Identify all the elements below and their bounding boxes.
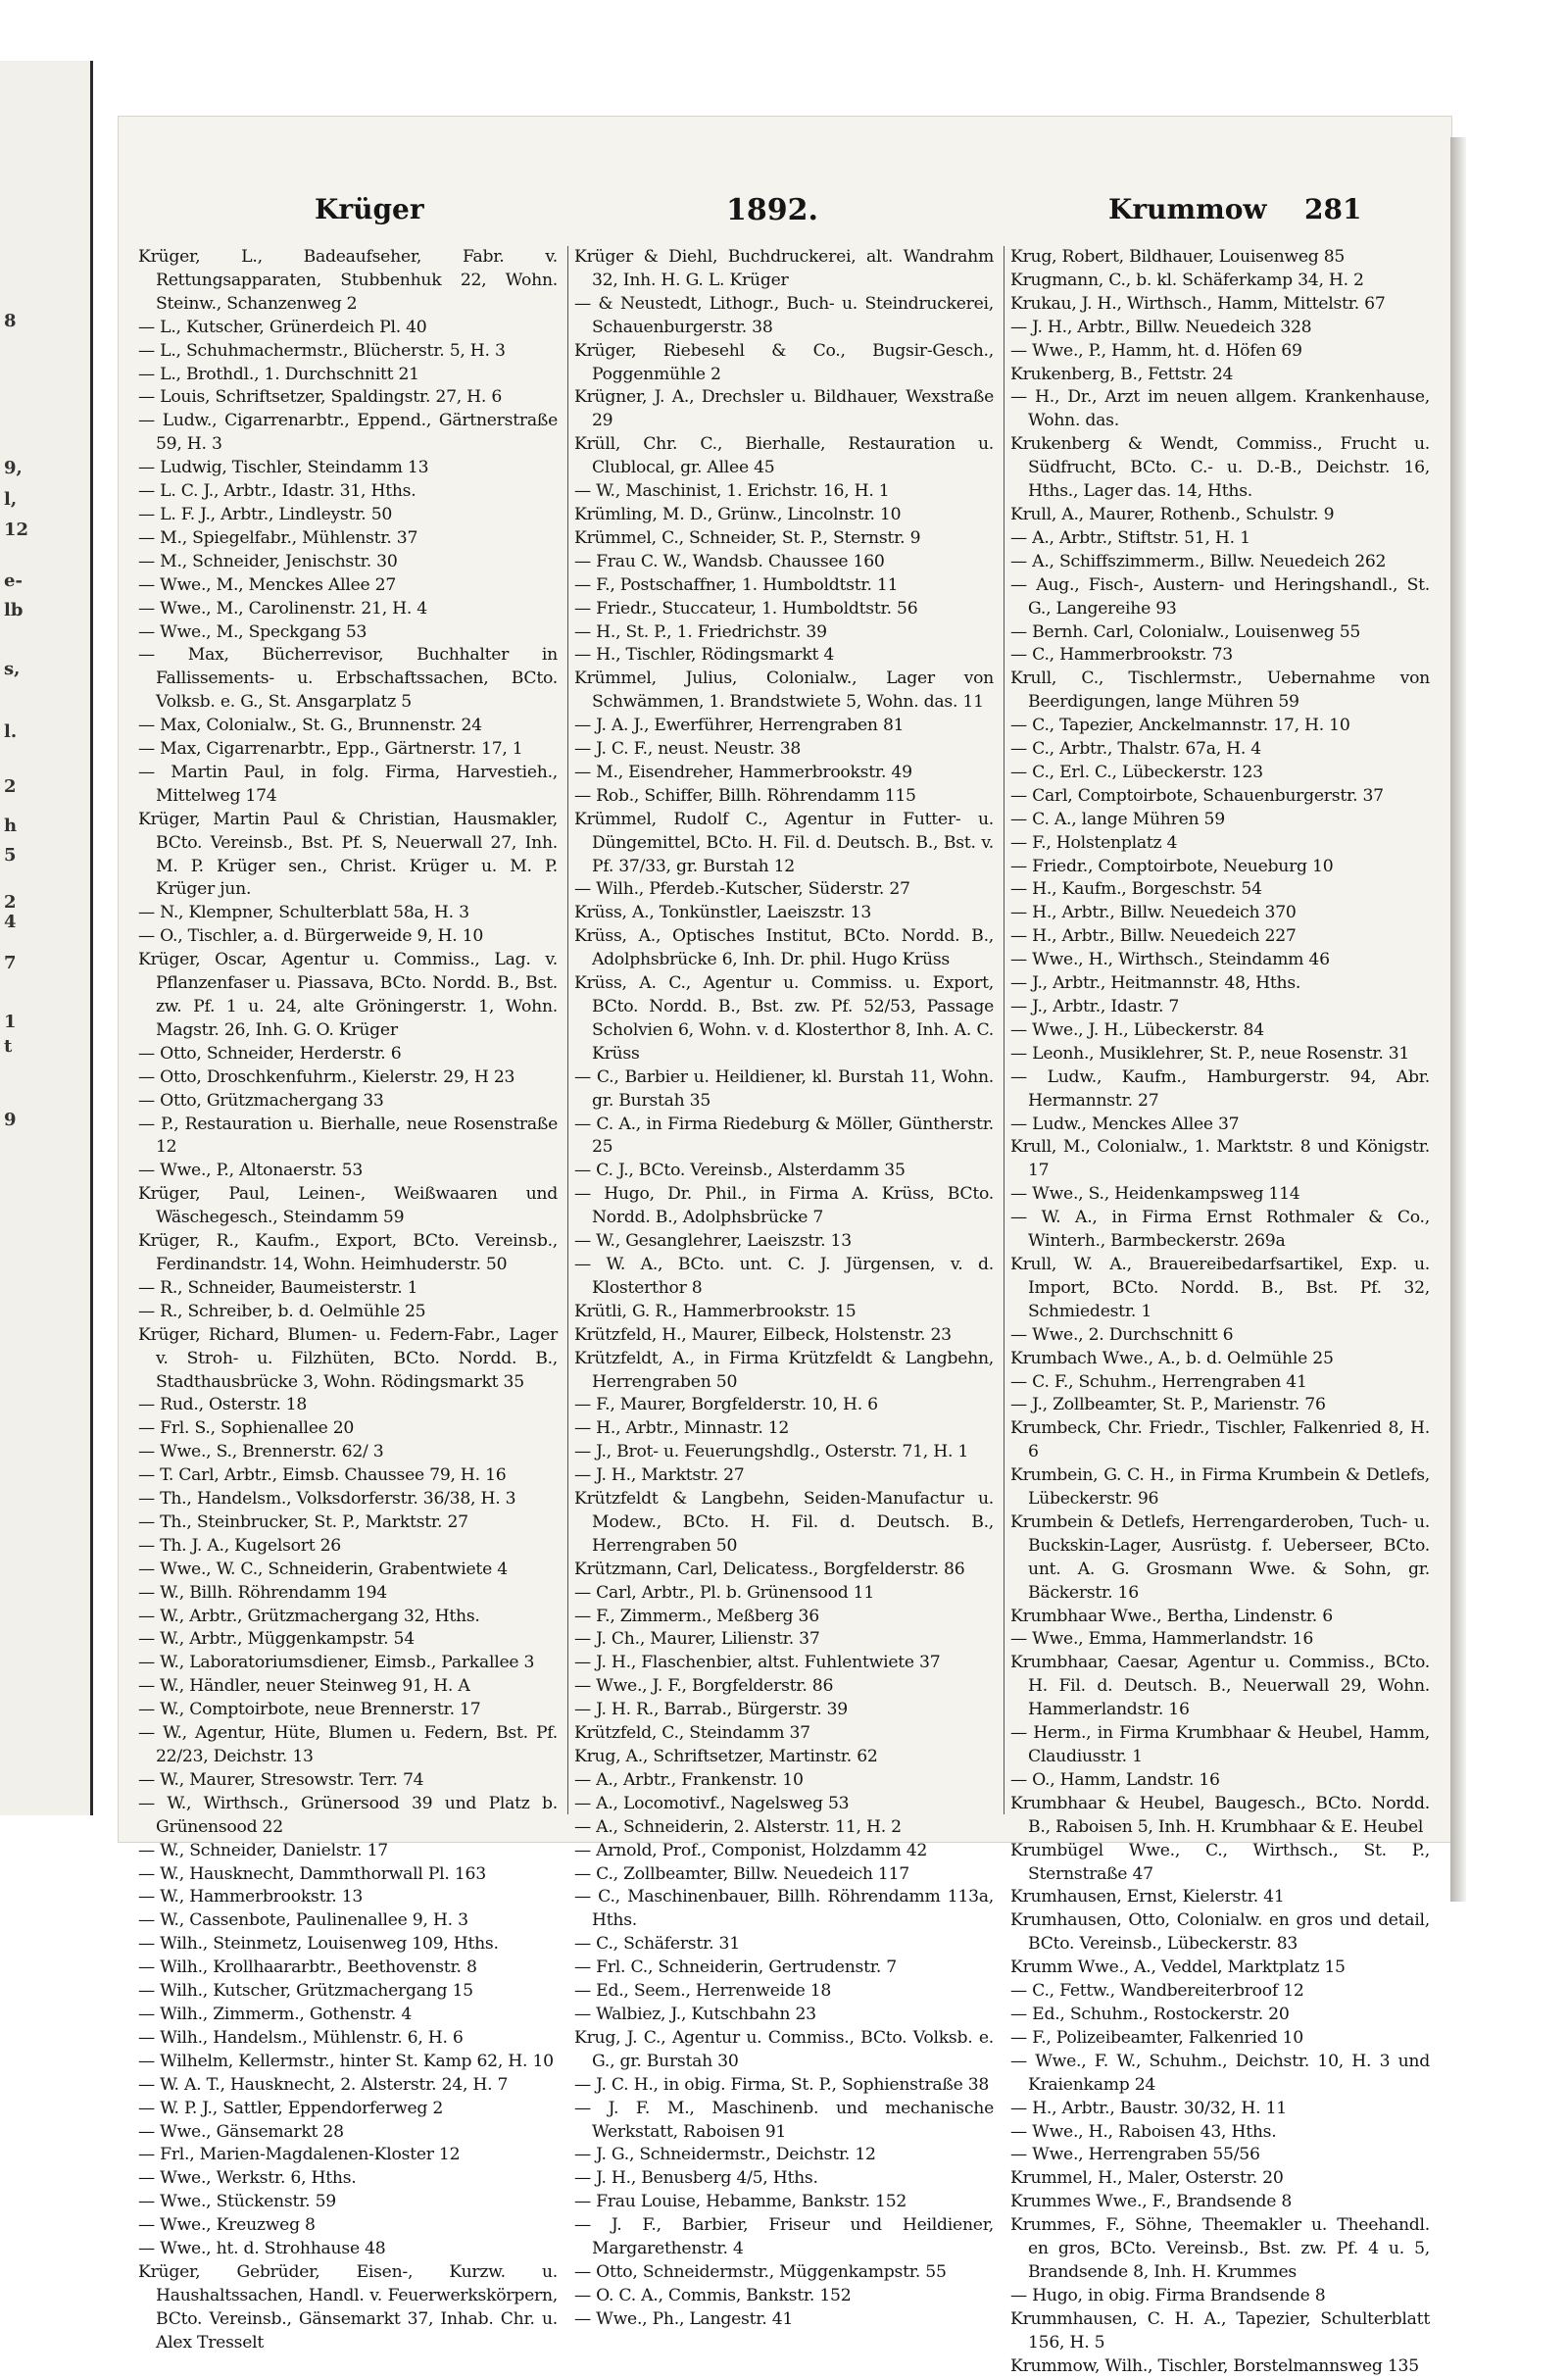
- margin-mark: lb: [4, 600, 24, 620]
- directory-entry: Krumhausen, Otto, Colonialw. en gros und detail, BCto. Vereinsb., Lübeckerstr. 83: [1010, 1910, 1430, 1955]
- directory-entry: Krüger, Richard, Blumen- u. Federn-Fabr., Lager v. Stroh- u. Filzhüten, BCto. Nordd. B., Stadthausbrücke 3, Wohn. Rödingsmarkt 35: [138, 1324, 558, 1392]
- margin-mark: 9: [4, 1110, 17, 1130]
- directory-entry: — O., Hamm, Landstr. 16: [1010, 1769, 1220, 1790]
- directory-entry: — J. H., Flaschenbier, altst. Fuhlentwiete 37: [574, 1653, 941, 1673]
- directory-entry: Krüss, A., Tonkünstler, Laeiszstr. 13: [574, 903, 872, 923]
- directory-entry: — C. A., lange Mühren 59: [1010, 809, 1225, 829]
- directory-entry: — O. C. A., Commis, Bankstr. 152: [574, 2285, 852, 2305]
- directory-entry: — O., Tischler, a. d. Bürgerweide 9, H. 10: [138, 926, 484, 947]
- directory-entry: — Wilh., Zimmerm., Gothenstr. 4: [138, 2004, 413, 2024]
- margin-mark: e-: [4, 570, 23, 591]
- directory-entry: Krützfeldt, A., in Firma Krützfeldt & Langbehn, Herrengraben 50: [574, 1348, 994, 1392]
- header-left-keyword: Krüger: [315, 193, 424, 225]
- directory-entry: Krull, W. A., Brauereibedarfsartikel, Exp. u. Import, BCto. Nordd. B., Bst. Pf. 32, Schmiedestr. 1: [1010, 1254, 1430, 1321]
- margin-mark: 4: [4, 912, 17, 932]
- directory-entry: — W., Hausknecht, Dammthorwall Pl. 163: [138, 1863, 486, 1884]
- directory-entry: — Ludw., Menckes Allee 37: [1010, 1114, 1240, 1134]
- directory-entry: Krümmel, C., Schneider, St. P., Sternstr. 9: [574, 527, 921, 548]
- directory-entry: — Walbiez, J., Kutschbahn 23: [574, 2004, 816, 2024]
- directory-entry: — Wilh., Krollhaararbtr., Beethovenstr. 8: [138, 1957, 477, 1978]
- directory-entry: Krummel, H., Maler, Osterstr. 20: [1010, 2168, 1284, 2189]
- directory-entry: Krüger, Gebrüder, Eisen-, Kurzw. u. Haushaltssachen, Handl. v. Feuerwerkskörpern, BCto. Vereinsb., Gänsemarkt 37, Inhab. Chr. u. Alex Tresselt: [138, 2261, 558, 2353]
- directory-entry: — W. A. T., Hausknecht, 2. Alsterstr. 24, H. 7: [138, 2074, 509, 2095]
- directory-entry: — Ludw., Cigarrenarbtr., Eppend., Gärtnerstraße 59, H. 3: [138, 411, 558, 455]
- directory-entry: — Wwe., J. H., Lübeckerstr. 84: [1010, 1019, 1264, 1040]
- directory-entry: — J. C. F., neust. Neustr. 38: [574, 739, 802, 760]
- directory-entry: — C., Tapezier, Anckelmannstr. 17, H. 10: [1010, 716, 1350, 736]
- directory-entry: — C. J., BCto. Vereinsb., Alsterdamm 35: [574, 1161, 906, 1181]
- directory-entry: — C. A., in Firma Riedeburg & Möller, Güntherstr. 25: [574, 1114, 994, 1158]
- directory-entry: — C., Arbtr., Thalstr. 67a, H. 4: [1010, 739, 1261, 760]
- directory-column-3: [1010, 246, 1430, 2376]
- directory-entry: — W., Billh. Röhrendamm 194: [138, 1582, 387, 1603]
- directory-entry: — L., Schuhmachermstr., Blücherstr. 5, H. 3: [138, 340, 506, 361]
- directory-entry: — Arnold, Prof., Componist, Holzdamm 42: [574, 1840, 928, 1860]
- directory-entry: — L., Brothdl., 1. Durchschnitt 21: [138, 364, 419, 384]
- directory-entry: — Max, Cigarrenarbtr., Epp., Gärtnerstr. 17, 1: [138, 739, 523, 760]
- directory-entry: — C., Maschinenbauer, Billh. Röhrendamm 113a, Hths.: [574, 1887, 994, 1931]
- directory-entry: Krummhausen, C. H. A., Tapezier, Schulterblatt 156, H. 5: [1010, 2308, 1430, 2353]
- directory-entry: — C., Fettw., Wandbereiterbroof 12: [1010, 1981, 1304, 2002]
- directory-entry: — C., Erl. C., Lübeckerstr. 123: [1010, 762, 1263, 782]
- directory-entry: Krull, C., Tischlermstr., Uebernahme von Beerdigungen, lange Mühren 59: [1010, 669, 1430, 713]
- directory-entry: — Rob., Schiffer, Billh. Röhrendamm 115: [574, 785, 916, 806]
- margin-marks: [0, 61, 90, 1815]
- directory-entry: — Herm., in Firma Krumbhaar & Heubel, Hamm, Claudiusstr. 1: [1010, 1723, 1430, 1766]
- directory-entry: — Wwe., J. F., Borgfelderstr. 86: [574, 1676, 834, 1697]
- margin-mark: 7: [4, 953, 17, 973]
- directory-entry: — Wwe., W. C., Schneiderin, Grabentwiete 4: [138, 1559, 508, 1579]
- directory-entry: — J. C. H., in obig. Firma, St. P., Sophienstraße 38: [574, 2074, 990, 2095]
- directory-entry: — Wwe., Kreuzweg 8: [138, 2215, 316, 2236]
- directory-entry: — C., Hammerbrookstr. 73: [1010, 645, 1233, 666]
- directory-entry: — Wwe., Stückenstr. 59: [138, 2192, 336, 2212]
- directory-entry: Krumbeck, Chr. Friedr., Tischler, Falkenried 8, H. 6: [1010, 1418, 1430, 1462]
- directory-entry: — W. P. J., Sattler, Eppendorferweg 2: [138, 2098, 444, 2118]
- directory-entry: — Rud., Osterstr. 18: [138, 1395, 308, 1415]
- directory-entry: — Th. J. A., Kugelsort 26: [138, 1535, 341, 1556]
- directory-entry: — J. Ch., Maurer, Lilienstr. 37: [574, 1629, 820, 1650]
- directory-entry: — A., Arbtr., Frankenstr. 10: [574, 1769, 804, 1790]
- directory-entry: — J., Arbtr., Idastr. 7: [1010, 997, 1180, 1016]
- directory-entry: — Ludw., Kaufm., Hamburgerstr. 94, Abr. Hermannstr. 27: [1010, 1066, 1430, 1111]
- directory-entry: — Hugo, in obig. Firma Brandsende 8: [1010, 2285, 1326, 2305]
- directory-entry: — J. H., Marktstr. 27: [574, 1465, 745, 1486]
- page-number: 281: [1304, 193, 1362, 225]
- directory-entry: — Carl, Arbtr., Pl. b. Grünensood 11: [574, 1582, 875, 1603]
- header-year: 1892.: [726, 193, 818, 227]
- directory-entry: Krumbach Wwe., A., b. d. Oelmühle 25: [1010, 1348, 1334, 1368]
- directory-entry: — J. F. M., Maschinenb. und mechanische Werkstatt, Raboisen 91: [574, 2098, 994, 2142]
- directory-entry: — W., Cassenbote, Paulinenallee 9, H. 3: [138, 1910, 468, 1931]
- directory-entry: — Otto, Droschkenfuhrm., Kielerstr. 29, H 23: [138, 1066, 515, 1087]
- directory-entry: Krümling, M. D., Grünw., Lincolnstr. 10: [574, 504, 902, 524]
- margin-mark: 5: [4, 845, 17, 866]
- directory-entry: — Wilhelm, Kellermstr., hinter St. Kamp 62, H. 10: [138, 2051, 554, 2071]
- directory-entry: — Frl., Marien-Magdalenen-Kloster 12: [138, 2145, 461, 2165]
- directory-entry: — Max, Bücherrevisor, Buchhalter in Fallissements- u. Erbschaftssachen, BCto. Volksb. e. G., St. Ansgarplatz 5: [138, 645, 558, 713]
- directory-entry: — Ed., Seem., Herrenweide 18: [574, 1981, 832, 2002]
- directory-entry: Krützfeldt & Langbehn, Seiden-Manufactur u. Modew., BCto. H. Fil. d. Deutsch. B., Herrengraben 50: [574, 1489, 994, 1556]
- directory-entry: — J., Zollbeamter, St. P., Marienstr. 76: [1010, 1395, 1326, 1415]
- directory-entry: — W., Arbtr., Müggenkampstr. 54: [138, 1629, 415, 1650]
- directory-entry: — W., Comptoirbote, neue Brennerstr. 17: [138, 1700, 481, 1720]
- directory-entry: — Th., Steinbrucker, St. P., Marktstr. 27: [138, 1511, 468, 1532]
- directory-entry: — Wwe., 2. Durchschnitt 6: [1010, 1324, 1234, 1345]
- directory-entry: Krull, M., Colonialw., 1. Marktstr. 8 und Königstr. 17: [1010, 1137, 1430, 1181]
- directory-entry: Krützfeld, C., Steindamm 37: [574, 1723, 810, 1744]
- directory-entry: — Max, Colonialw., St. G., Brunnenstr. 24: [138, 716, 482, 736]
- directory-entry: — C., Zollbeamter, Billw. Neuedeich 117: [574, 1863, 909, 1884]
- margin-mark: 8: [4, 311, 17, 331]
- directory-entry: — Frau Louise, Hebamme, Bankstr. 152: [574, 2192, 907, 2212]
- directory-page: [118, 116, 1452, 2376]
- directory-entry: — Martin Paul, in folg. Firma, Harvestieh., Mittelweg 174: [138, 762, 558, 806]
- directory-entry: — H., Tischler, Rödingsmarkt 4: [574, 645, 835, 666]
- directory-entry: — Wwe., F. W., Schuhm., Deichstr. 10, H. 3 und Kraienkamp 24: [1010, 2051, 1430, 2095]
- directory-entry: — Frl. S., Sophienallee 20: [138, 1418, 355, 1439]
- margin-mark: 2: [4, 776, 17, 797]
- directory-column-2: [574, 246, 994, 2329]
- directory-entry: — W., Wirthsch., Grünersood 39 und Platz b. Grünensood 22: [138, 1793, 558, 1837]
- directory-entry: Krumbügel Wwe., C., Wirthsch., St. P., Sternstraße 47: [1010, 1840, 1430, 1884]
- previous-page-edge: [0, 61, 93, 1815]
- directory-entry: — Th., Handelsm., Volksdorferstr. 36/38, H. 3: [138, 1489, 516, 1510]
- directory-entry: — Wwe., S., Heidenkampsweg 114: [1010, 1184, 1300, 1205]
- directory-entry: — Wwe., Emma, Hammerlandstr. 16: [1010, 1629, 1314, 1650]
- directory-entry: — H., St. P., 1. Friedrichstr. 39: [574, 621, 827, 642]
- page-header: [119, 193, 1451, 236]
- directory-entry: — Ludwig, Tischler, Steindamm 13: [138, 458, 429, 478]
- directory-entry: — Bernh. Carl, Colonialw., Louisenweg 55: [1010, 621, 1361, 642]
- directory-entry: — & Neustedt, Lithogr., Buch- u. Steindruckerei, Schauenburgerstr. 38: [574, 293, 994, 337]
- directory-entry: — M., Schneider, Jenischstr. 30: [138, 551, 398, 571]
- directory-entry: — L., Kutscher, Grünerdeich Pl. 40: [138, 317, 427, 337]
- directory-entry: — Wwe., Herrengraben 55/56: [1010, 2145, 1260, 2165]
- directory-entry: — J. G., Schneidermstr., Deichstr. 12: [574, 2145, 876, 2165]
- directory-entry: — Carl, Comptoirbote, Schauenburgerstr. 37: [1010, 785, 1384, 806]
- directory-entry: — A., Schiffszimmerm., Billw. Neuedeich 262: [1010, 551, 1387, 571]
- directory-entry: — Wilh., Handelsm., Mühlenstr. 6, H. 6: [138, 2027, 464, 2048]
- directory-entry: Krüss, A., Optisches Institut, BCto. Nordd. B., Adolphsbrücke 6, Inh. Dr. phil. Hugo Krüss: [574, 926, 994, 970]
- directory-entry: — W., Hammerbrookstr. 13: [138, 1887, 364, 1907]
- directory-entry: Krumm Wwe., A., Veddel, Marktplatz 15: [1010, 1957, 1346, 1978]
- margin-mark: 1: [4, 1012, 17, 1032]
- directory-entry: Krüger, L., Badeaufseher, Fabr. v. Rettungsapparaten, Stubbenhuk 22, Wohn. Steinw., Schanzenweg 2: [138, 247, 558, 314]
- directory-entry: — Wwe., S., Brennerstr. 62/ 3: [138, 1442, 384, 1462]
- directory-column-1: [138, 246, 558, 2353]
- directory-entry: — W., Agentur, Hüte, Blumen u. Federn, Bst. Pf. 22/23, Deichstr. 13: [138, 1723, 558, 1766]
- directory-entry: Krüger, Martin Paul & Christian, Hausmakler, BCto. Vereinsb., Bst. Pf. S, Neuerwall 27, Inh. M. P. Krüger sen., Christ. Krüger u. M. P. Krüger jun.: [138, 809, 558, 900]
- directory-entry: — F., Polizeibeamter, Falkenried 10: [1010, 2027, 1303, 2048]
- directory-entry: — Leonh., Musiklehrer, St. P., neue Rosenstr. 31: [1010, 1043, 1410, 1064]
- directory-entry: — W., Gesanglehrer, Laeiszstr. 13: [574, 1231, 852, 1252]
- directory-entry: — Wwe., P., Altonaerstr. 53: [138, 1161, 364, 1181]
- directory-entry: — Aug., Fisch-, Austern- und Heringshandl., St. G., Langereihe 93: [1010, 574, 1430, 619]
- directory-entry: Krützfeld, H., Maurer, Eilbeck, Holstenstr. 23: [574, 1324, 952, 1345]
- directory-entry: — Wwe., Ph., Langestr. 41: [574, 2308, 794, 2329]
- directory-entry: — Hugo, Dr. Phil., in Firma A. Krüss, BCto. Nordd. B., Adolphsbrücke 7: [574, 1184, 994, 1228]
- page-shadow: [1450, 137, 1466, 1902]
- directory-entry: — A., Arbtr., Stiftstr. 51, H. 1: [1010, 527, 1250, 548]
- directory-entry: — W. A., in Firma Ernst Rothmaler & Co., Winterh., Barmbeckerstr. 269a: [1010, 1208, 1430, 1252]
- directory-entry: — N., Klempner, Schulterblatt 58a, H. 3: [138, 903, 469, 923]
- directory-entry: Krümmel, Rudolf C., Agentur in Futter- u. Düngemittel, BCto. H. Fil. d. Deutsch. B., Bst. v. Pf. 37/33, gr. Burstah 12: [574, 809, 994, 876]
- directory-entry: — C. F., Schuhm., Herrengraben 41: [1010, 1371, 1307, 1392]
- directory-entry: — Wwe., Werkstr. 6, Hths.: [138, 2168, 357, 2189]
- directory-entry: — M., Spiegelfabr., Mühlenstr. 37: [138, 527, 418, 548]
- directory-entry: — Louis, Schriftsetzer, Spaldingstr. 27, H. 6: [138, 387, 503, 408]
- directory-entry: — Otto, Schneidermstr., Müggenkampstr. 55: [574, 2261, 947, 2282]
- directory-entry: Krumhausen, Ernst, Kielerstr. 41: [1010, 1887, 1285, 1907]
- directory-entry: Krull, A., Maurer, Rothenb., Schulstr. 9: [1010, 504, 1335, 524]
- directory-columns: [138, 246, 1442, 2376]
- directory-entry: Krumbhaar Wwe., Bertha, Lindenstr. 6: [1010, 1606, 1333, 1626]
- directory-entry: Krümmel, Julius, Colonialw., Lager von Schwämmen, 1. Brandstwiete 5, Wohn. das. 11: [574, 669, 994, 713]
- directory-entry: Krumbein & Detlefs, Herrengarderoben, Tuch- u. Buckskin-Lager, Ausrüstg. f. Ueberseer, BCto. unt. A. G. Grosmann Wwe. & Sohn, gr. Bäckerstr. 16: [1010, 1511, 1430, 1603]
- directory-entry: Krüger, R., Kaufm., Export, BCto. Vereinsb., Ferdinandstr. 14, Wohn. Heimhuderstr. 50: [138, 1231, 558, 1274]
- directory-entry: Krumbein, G. C. H., in Firma Krumbein & Detlefs, Lübeckerstr. 96: [1010, 1465, 1430, 1510]
- directory-entry: Krügner, J. A., Drechsler u. Bildhauer, Wexstraße 29: [574, 387, 994, 431]
- directory-entry: — W., Laboratoriumsdiener, Eimsb., Parkallee 3: [138, 1653, 535, 1673]
- directory-entry: Krukau, J. H., Wirthsch., Hamm, Mittelstr. 67: [1010, 293, 1386, 314]
- directory-entry: — J. A. J., Ewerführer, Herrengraben 81: [574, 716, 905, 736]
- directory-entry: Krumbhaar & Heubel, Baugesch., BCto. Nordd. B., Raboisen 5, Inh. H. Krumbhaar & E. Heubel: [1010, 1793, 1430, 1837]
- directory-entry: Krug, A., Schriftsetzer, Martinstr. 62: [574, 1747, 878, 1766]
- directory-entry: — Wilh., Steinmetz, Louisenweg 109, Hths.: [138, 1934, 499, 1955]
- directory-entry: — J., Brot- u. Feuerungshdlg., Osterstr. 71, H. 1: [574, 1442, 969, 1462]
- directory-entry: Krug, Robert, Bildhauer, Louisenweg 85: [1010, 247, 1346, 267]
- directory-entry: Krüger, Oscar, Agentur u. Commiss., Lag. v. Pflanzenfaser u. Piassava, BCto. Nordd. B., Bst. zw. Pf. 1 u. 24, alte Gröningerstr. 1, Wohn. Magstr. 26, Inh. G. O. Krüger: [138, 950, 558, 1040]
- directory-entry: Krütli, G. R., Hammerbrookstr. 15: [574, 1301, 857, 1321]
- directory-entry: — F., Zimmerm., Meßberg 36: [574, 1606, 819, 1626]
- directory-entry: — H., Arbtr., Billw. Neuedeich 370: [1010, 903, 1297, 923]
- directory-entry: Krukenberg & Wendt, Commiss., Frucht u. Südfrucht, BCto. C.- u. D.-B., Deichstr. 16, Hths., Lager das. 14, Hths.: [1010, 434, 1430, 502]
- directory-entry: — W., Arbtr., Grützmachergang 32, Hths.: [138, 1606, 480, 1626]
- directory-entry: — F., Postschaffner, 1. Humboldtstr. 11: [574, 574, 899, 595]
- directory-entry: — R., Schneider, Baumeisterstr. 1: [138, 1277, 418, 1298]
- directory-entry: — C., Schäferstr. 31: [574, 1934, 740, 1955]
- margin-mark: h: [4, 816, 18, 836]
- directory-entry: — R., Schreiber, b. d. Oelmühle 25: [138, 1301, 426, 1321]
- directory-entry: — H., Arbtr., Baustr. 30/32, H. 11: [1010, 2098, 1287, 2118]
- directory-entry: — F., Maurer, Borgfelderstr. 10, H. 6: [574, 1395, 878, 1415]
- directory-entry: — W., Maurer, Stresowstr. Terr. 74: [138, 1769, 424, 1790]
- directory-entry: — J. H., Arbtr., Billw. Neuedeich 328: [1010, 317, 1312, 337]
- directory-entry: Krüger & Diehl, Buchdruckerei, alt. Wandrahm 32, Inh. H. G. L. Krüger: [574, 247, 994, 290]
- directory-entry: — C., Barbier u. Heildiener, kl. Burstah 11, Wohn. gr. Burstah 35: [574, 1066, 994, 1111]
- directory-entry: Krug, J. C., Agentur u. Commiss., BCto. Volksb. e. G., gr. Burstah 30: [574, 2027, 994, 2071]
- directory-entry: — L. C. J., Arbtr., Idastr. 31, Hths.: [138, 481, 416, 502]
- directory-entry: — Otto, Schneider, Herderstr. 6: [138, 1043, 402, 1064]
- directory-entry: — Wwe., H., Wirthsch., Steindamm 46: [1010, 950, 1330, 970]
- directory-entry: Krumbhaar, Caesar, Agentur u. Commiss., BCto. H. Fil. d. Deutsch. B., Neuerwall 29, Wohn. Hammerlandstr. 16: [1010, 1653, 1430, 1720]
- directory-entry: — A., Locomotivf., Nagelsweg 53: [574, 1793, 850, 1813]
- directory-entry: — Wwe., M., Speckgang 53: [138, 621, 368, 642]
- directory-entry: — Ed., Schuhm., Rostockerstr. 20: [1010, 2004, 1290, 2024]
- directory-entry: — J. F., Barbier, Friseur und Heildiener, Margarethenstr. 4: [574, 2215, 994, 2259]
- directory-entry: — A., Schneiderin, 2. Alsterstr. 11, H. 2: [574, 1816, 902, 1837]
- column-divider: [567, 246, 568, 1814]
- directory-entry: — F., Holstenplatz 4: [1010, 832, 1178, 853]
- directory-entry: — H., Kaufm., Borgeschstr. 54: [1010, 879, 1262, 900]
- directory-entry: — Friedr., Comptoirbote, Neueburg 10: [1010, 856, 1334, 876]
- header-right-keyword: Krummow: [1108, 193, 1267, 225]
- directory-entry: — M., Eisendreher, Hammerbrookstr. 49: [574, 762, 912, 782]
- directory-entry: Krummes, F., Söhne, Theemakler u. Theehandl. en gros, BCto. Vereinsb., Bst. zw. Pf. 4 u. 5, Brandsende 8, Inh. H. Krummes: [1010, 2215, 1430, 2282]
- margin-mark: s,: [4, 659, 21, 679]
- directory-entry: Krukenberg, B., Fettstr. 24: [1010, 364, 1234, 384]
- directory-entry: — Wilh., Pferdeb.-Kutscher, Süderstr. 27: [574, 879, 910, 900]
- margin-mark: l,: [4, 489, 18, 510]
- directory-entry: — J. H. R., Barrab., Bürgerstr. 39: [574, 1700, 848, 1720]
- margin-mark: l.: [4, 721, 18, 742]
- directory-entry: — T. Carl, Arbtr., Eimsb. Chaussee 79, H. 16: [138, 1465, 507, 1486]
- directory-entry: Krüger, Paul, Leinen-, Weißwaaren und Wäschegesch., Steindamm 59: [138, 1184, 558, 1228]
- directory-entry: — Frl. C., Schneiderin, Gertrudenstr. 7: [574, 1957, 897, 1978]
- directory-entry: — H., Arbtr., Billw. Neuedeich 227: [1010, 926, 1297, 947]
- directory-entry: — Wwe., H., Raboisen 43, Hths.: [1010, 2121, 1277, 2142]
- margin-mark: 9,: [4, 458, 23, 478]
- directory-entry: — W. A., BCto. unt. C. J. Jürgensen, v. d. Klosterthor 8: [574, 1254, 994, 1298]
- directory-entry: — Wwe., P., Hamm, ht. d. Höfen 69: [1010, 340, 1302, 361]
- directory-entry: — J. H., Benusberg 4/5, Hths.: [574, 2168, 818, 2189]
- directory-entry: — Otto, Grützmachergang 33: [138, 1090, 384, 1111]
- directory-entry: — Wwe., M., Menckes Allee 27: [138, 574, 396, 595]
- directory-entry: — Friedr., Stuccateur, 1. Humboldtstr. 56: [574, 598, 918, 619]
- directory-entry: — Wwe., M., Carolinenstr. 21, H. 4: [138, 598, 427, 619]
- directory-entry: Krützmann, Carl, Delicatess., Borgfelderstr. 86: [574, 1559, 965, 1579]
- directory-entry: — Wilh., Kutscher, Grützmachergang 15: [138, 1981, 473, 2002]
- directory-entry: — H., Arbtr., Minnastr. 12: [574, 1418, 790, 1439]
- directory-entry: — W., Maschinist, 1. Erichstr. 16, H. 1: [574, 481, 890, 502]
- directory-entry: — J., Arbtr., Heitmannstr. 48, Hths.: [1010, 973, 1301, 994]
- directory-entry: Krummow, Wilh., Tischler, Borstelmannsweg 135: [1010, 2355, 1419, 2376]
- directory-entry: — P., Restauration u. Bierhalle, neue Rosenstraße 12: [138, 1114, 558, 1158]
- margin-mark: 12: [4, 520, 29, 540]
- directory-entry: — W., Schneider, Danielstr. 17: [138, 1840, 388, 1860]
- directory-entry: Krummes Wwe., F., Brandsende 8: [1010, 2192, 1293, 2212]
- directory-entry: — H., Dr., Arzt im neuen allgem. Krankenhause, Wohn. das.: [1010, 387, 1430, 431]
- directory-entry: — W., Händler, neuer Steinweg 91, H. A: [138, 1676, 470, 1697]
- margin-mark: 2: [4, 892, 17, 913]
- directory-entry: Krüss, A. C., Agentur u. Commiss. u. Export, BCto. Nordd. B., Bst. zw. Pf. 52/53, Passage Scholvien 6, Wohn. v. d. Klosterthor 8, Inh. A. C. Krüss: [574, 973, 994, 1064]
- directory-entry: — Wwe., ht. d. Strohhause 48: [138, 2239, 386, 2259]
- directory-entry: — Wwe., Gänsemarkt 28: [138, 2121, 344, 2142]
- directory-entry: Krugmann, C., b. kl. Schäferkamp 34, H. 2: [1010, 270, 1364, 290]
- directory-entry: Krüll, Chr. C., Bierhalle, Restauration u. Clublocal, gr. Allee 45: [574, 434, 994, 478]
- directory-entry: — L. F. J., Arbtr., Lindleystr. 50: [138, 504, 393, 524]
- directory-entry: Krüger, Riebesehl & Co., Bugsir-Gesch., Poggenmühle 2: [574, 340, 994, 384]
- directory-entry: — Frau C. W., Wandsb. Chaussee 160: [574, 551, 885, 571]
- margin-mark: t: [4, 1036, 13, 1057]
